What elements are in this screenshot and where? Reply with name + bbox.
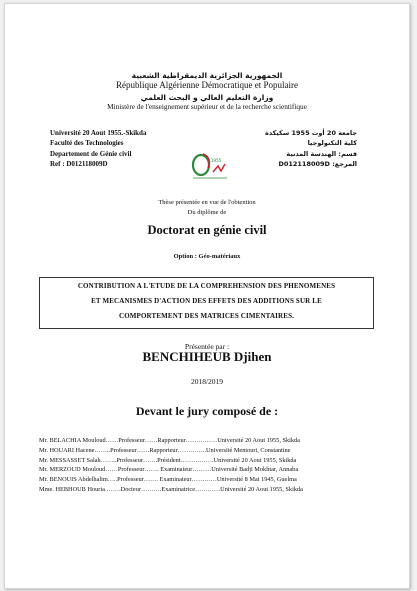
french-republic-title: République Algérienne Démocratique et Populaire xyxy=(116,80,298,90)
faculty-name-arabic: كلية التكنولوجيا xyxy=(307,139,357,148)
degree-option: Option : Géo-matériaux xyxy=(173,253,241,260)
thesis-title-line-2: ET MECANISMES D'ACTION DES EFFETS DES ADDITIONS SUR LE xyxy=(91,297,322,305)
university-logo xyxy=(191,150,231,182)
arabic-republic-title: الجمهورية الجزائرية الديمقراطية الشعبية xyxy=(131,71,283,80)
presented-by-label: Présentée par : xyxy=(184,342,230,351)
faculty-name: Faculté des Technologies xyxy=(50,139,124,148)
jury-member: Mr. MESSASSET Salah……..Professeur…….Président…………….Université 20 Aout 1955, Skikda xyxy=(39,456,297,464)
thesis-title-box xyxy=(39,277,374,329)
academic-year: 2018/2019 xyxy=(190,377,224,386)
jury-heading: Devant le jury composé de : xyxy=(135,404,279,418)
french-ministry-title: Ministère de l'enseignement supérieur et de la recherche scientifique xyxy=(107,102,307,111)
reference-number-arabic: المرجع: D012118009D xyxy=(278,159,357,168)
author-name: BENCHIHEUB Djihen xyxy=(142,349,272,364)
thesis-title-line-3: COMPORTEMENT DES MATRICES CIMENTAIRES. xyxy=(118,312,295,320)
jury-list xyxy=(39,437,384,496)
degree-title: Doctorat en génie civil xyxy=(147,223,267,237)
arabic-ministry-title: وزارة التعليم العالي و البحث العلمي xyxy=(140,93,274,102)
jury-member: Mr. BENOUIS Abdelhalim…..Professeur……. Examinateur…………Université 8 Mai 1945, Guelma xyxy=(39,476,297,484)
jury-member: Mr. MERZOUD Mouloud……Professeur……. Examinateur………Université Badji Mokhtar, Annaba xyxy=(39,466,299,474)
institution-right-block xyxy=(265,128,357,169)
jury-member: Mr. HOUARI Hacene……..Professeur……Rapporteur…………..Université Mentouri, Constantine xyxy=(39,446,291,454)
svg-text:1955: 1955 xyxy=(211,158,222,163)
thesis-title-line-1: CONTRIBUTION A L'ETUDE DE LA COMPREHENSION DES PHENOMENES xyxy=(77,282,336,290)
document-page xyxy=(4,3,410,589)
jury-member: Mme. HEBHOUB Houria …….Docteur……….Examinatrice…………Université 20 Aout 1955, Skikda xyxy=(39,485,303,493)
jury-member: Mr. BELACHIA Mouloud……Professeur……Rapporteur……………Université 20 Aout 1955, Skikda xyxy=(39,437,300,444)
department-name: Departement de Génie civil xyxy=(50,149,132,158)
diploma-label: Du diplôme de xyxy=(187,209,227,216)
thesis-intro: Thèse présentée en vue de l'obtention xyxy=(158,199,256,206)
reference-number: Ref : D012118009D xyxy=(50,159,108,168)
institution-left-block xyxy=(50,128,146,169)
department-name-arabic: قسم: الهندسة المدنية xyxy=(286,149,357,158)
university-name-arabic: جامعة 20 أوت 1955 سكيكدة xyxy=(265,129,357,137)
university-name: Université 20 Aout 1955.-Skikda xyxy=(50,129,147,137)
